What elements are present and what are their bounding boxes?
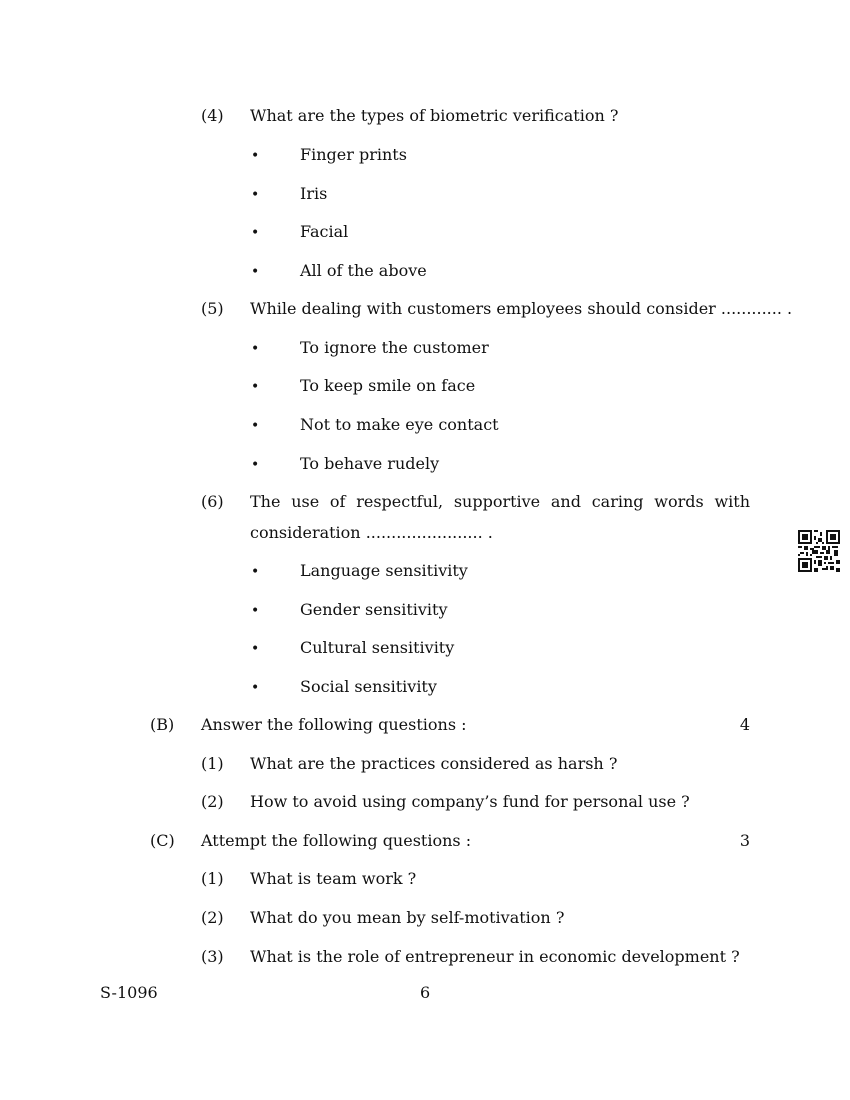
bullet: • bbox=[251, 564, 260, 580]
bullet: • bbox=[251, 418, 260, 434]
question-number: (6) bbox=[201, 492, 224, 511]
bullet: • bbox=[251, 641, 260, 657]
option: To ignore the customer bbox=[300, 338, 489, 357]
option: To keep smile on face bbox=[300, 376, 476, 395]
section-title: Attempt the following questions : bbox=[201, 831, 472, 850]
section-title: Answer the following questions : bbox=[201, 715, 467, 734]
section-marks: 3 bbox=[739, 831, 750, 850]
question-text: What are the practices considered as harsh ? bbox=[250, 754, 618, 773]
option: To behave rudely bbox=[300, 454, 440, 473]
question-text: What are the types of biometric verification ? bbox=[250, 106, 619, 125]
paper-code: S-1096 bbox=[100, 983, 158, 1002]
question-text: What do you mean by self-motivation ? bbox=[250, 908, 565, 927]
section-label: (B) bbox=[150, 715, 175, 734]
bullet: • bbox=[251, 148, 260, 164]
option: Gender sensitivity bbox=[300, 600, 448, 619]
option: Language sensitivity bbox=[300, 561, 468, 580]
question-number: (5) bbox=[201, 299, 224, 318]
bullet: • bbox=[251, 680, 260, 696]
option: Social sensitivity bbox=[300, 677, 437, 696]
section-marks: 4 bbox=[739, 715, 750, 734]
option: All of the above bbox=[300, 261, 427, 280]
section-label: (C) bbox=[150, 831, 175, 850]
bullet: • bbox=[251, 457, 260, 473]
bullet: • bbox=[251, 264, 260, 280]
page-number: 6 bbox=[420, 983, 431, 1002]
bullet: • bbox=[251, 225, 260, 241]
question-number: (2) bbox=[201, 908, 224, 927]
question-number: (3) bbox=[201, 947, 224, 966]
option: Iris bbox=[300, 184, 328, 203]
question-number: (1) bbox=[201, 869, 224, 888]
question-text: How to avoid using company’s fund for personal use ? bbox=[250, 792, 690, 811]
question-text-continued: consideration ....................... . bbox=[250, 523, 493, 542]
question-text: While dealing with customers employees should consider ............ . bbox=[250, 299, 793, 318]
option: Cultural sensitivity bbox=[300, 638, 455, 657]
bullet: • bbox=[251, 603, 260, 619]
option: Finger prints bbox=[300, 145, 407, 164]
question-number: (4) bbox=[201, 106, 224, 125]
qr-code-icon bbox=[798, 530, 840, 572]
question-number: (2) bbox=[201, 792, 224, 811]
option: Not to make eye contact bbox=[300, 415, 499, 434]
option: Facial bbox=[300, 222, 349, 241]
question-text: The use of respectful, supportive and caring words with bbox=[250, 492, 750, 511]
question-number: (1) bbox=[201, 754, 224, 773]
bullet: • bbox=[251, 379, 260, 395]
question-text: What is the role of entrepreneur in economic development ? bbox=[250, 947, 740, 966]
bullet: • bbox=[251, 187, 260, 203]
bullet: • bbox=[251, 341, 260, 357]
question-text: What is team work ? bbox=[250, 869, 417, 888]
